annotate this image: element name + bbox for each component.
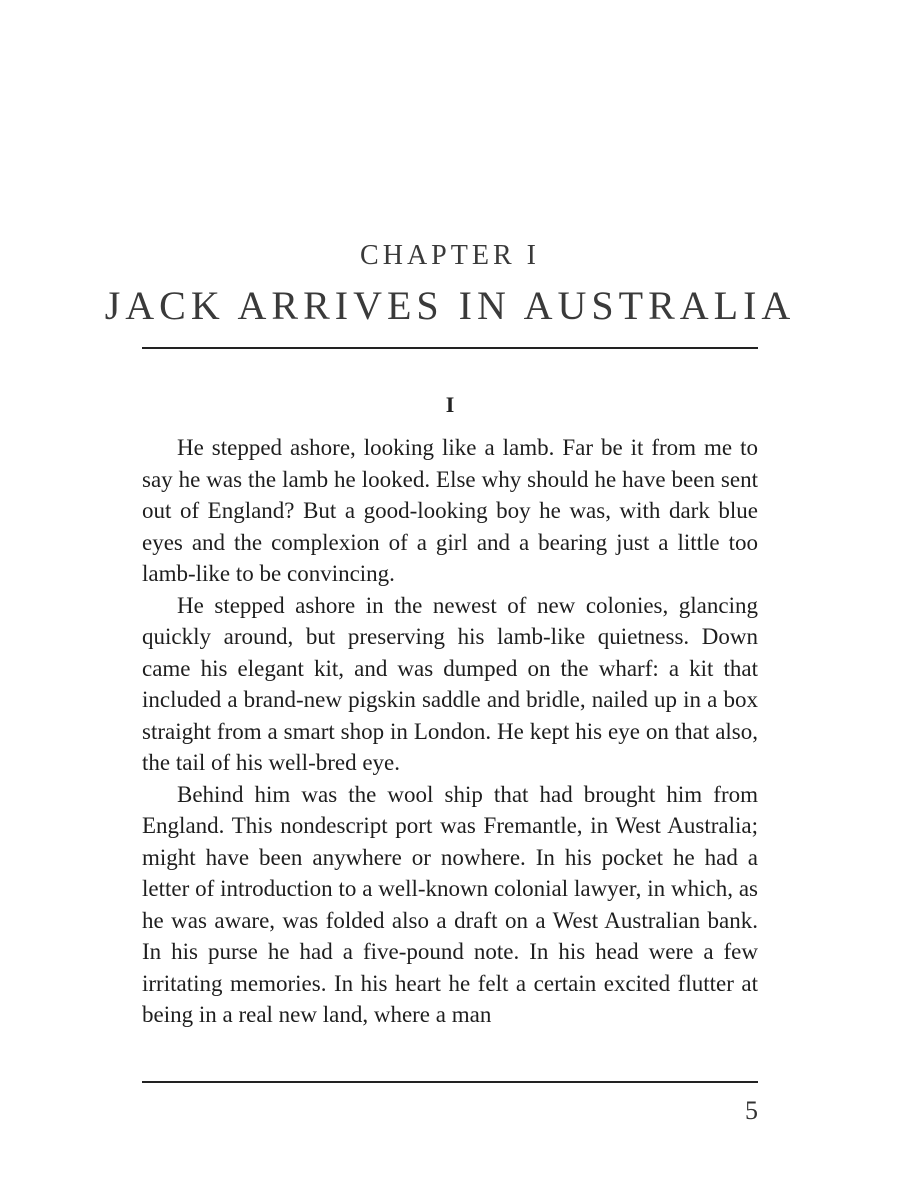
header-rule bbox=[142, 347, 758, 349]
footer-rule bbox=[142, 1081, 758, 1083]
page-number: 5 bbox=[745, 1096, 758, 1125]
chapter-number: CHAPTER I bbox=[360, 240, 540, 271]
body-text bbox=[142, 432, 758, 1031]
paragraph: He stepped ashore in the newest of new colonies, glancing quickly around, but preserving his lamb-like quietness. Down came his elegant kit, and was dumped on the wharf: a kit that included a brand-new pigskin saddle and bridle, nailed up in a box straight from a smart shop in London. He kept his eye on that also, the tail of his well-bred eye. bbox=[142, 592, 758, 775]
paragraph: Behind him was the wool ship that had brought him from England. This nondescript port was Fremantle, in West Australia; might have been anywhere or nowhere. In his pocket he had a letter of introduction to a well-known colonial lawyer, in which, as he was aware, was folded also a draft on a West Australian bank. In his purse he had a five-pound note. In his head were a few irritating memories. In his heart he felt a certain excited flutter at being in a real new land, where a man bbox=[142, 781, 758, 1027]
paragraph: He stepped ashore, looking like a lamb. Far be it from me to say he was the lamb he looked. Else why should he have been sent out of England? But a good-looking boy he was, with dark blue eyes and the complexion of a girl and a bearing just a little too lamb-like to be convincing. bbox=[142, 435, 758, 586]
chapter-title: JACK ARRIVES IN AUSTRALIA bbox=[104, 283, 796, 328]
section-number: I bbox=[445, 392, 455, 417]
